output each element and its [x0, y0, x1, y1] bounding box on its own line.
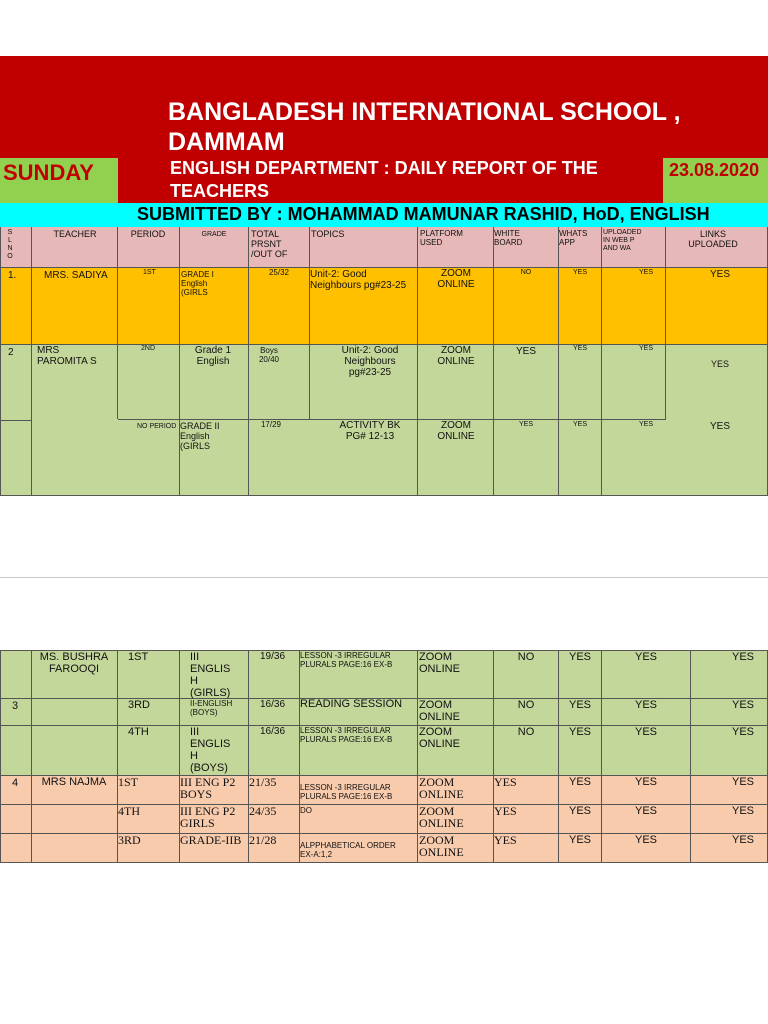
cell-grade: III ENGLIS H (BOYS) — [190, 726, 231, 774]
cell-uploaded: YES — [634, 834, 657, 846]
cell-total: 16/36 — [260, 726, 286, 737]
cell-platform: ZOOM ONLINE — [437, 268, 475, 290]
cell-uploaded: YES — [634, 776, 657, 788]
cell-links: YES — [709, 421, 730, 432]
grid-line — [417, 650, 418, 863]
cell-total: 21/28 — [249, 833, 277, 847]
school-name: BANGLADESH INTERNATIONAL SCHOOL , DAMMAM — [168, 98, 681, 156]
grid-line — [493, 650, 494, 863]
grid-line — [0, 420, 31, 421]
cell-whatsapp: YES — [572, 269, 587, 276]
cell-period: 4TH — [118, 804, 140, 818]
col-uploaded: UPLOADED IN WEB P AND WA — [603, 229, 642, 252]
col-slno: S L N O — [7, 229, 13, 260]
cell-total: 17/29 — [260, 420, 282, 429]
col-platform: PLATFORM USED — [420, 229, 463, 247]
cell-uploaded: YES — [634, 805, 657, 817]
col-whatsapp: WHATS APP — [559, 229, 588, 247]
cell-period: 1ST — [128, 651, 149, 663]
grid-line — [299, 650, 300, 863]
cell-total: 21/35 — [249, 775, 277, 789]
cell-links: YES — [731, 651, 754, 663]
grid-line — [0, 650, 1, 863]
grid-line — [0, 495, 768, 496]
cell-topic: READING SESSION — [300, 698, 403, 710]
cell-period: NO PERIOD — [137, 423, 177, 430]
submitted-by: SUBMITTED BY : MOHAMMAD MAMUNAR RASHID, HoD, ENGLISH — [0, 203, 768, 227]
cell-white-board: NO — [517, 726, 535, 738]
cell-topic: DO — [300, 806, 312, 815]
cell-uploaded: YES — [638, 345, 653, 352]
cell-white-board: YES — [494, 833, 517, 847]
grid-line — [117, 227, 118, 419]
cell-topic: Unit-2: Good Neighbours pg#23-25 — [310, 269, 407, 291]
cell-total: 24/35 — [249, 804, 277, 818]
day-label: SUNDAY — [0, 158, 118, 203]
cell-period: 1ST — [143, 269, 156, 276]
cell-total: 19/36 — [260, 651, 286, 662]
col-period: PERIOD — [130, 229, 166, 239]
cell-topic: ACTIVITY BK PG# 12-13 — [339, 420, 401, 442]
cell-links: YES — [731, 834, 754, 846]
cell-links: YES — [731, 776, 754, 788]
col-grade: GRADE — [201, 231, 227, 238]
cell-platform: ZOOM ONLINE — [419, 699, 460, 723]
cell-slno: 1. — [8, 270, 17, 281]
cell-topic: Unit-2: Good Neighbours pg#23-25 — [341, 345, 399, 378]
cell-platform: ZOOM ONLINE — [419, 775, 464, 801]
col-white-board: WHITE BOARD — [494, 229, 523, 247]
cell-platform: ZOOM ONLINE — [437, 420, 475, 442]
cell-platform: ZOOM ONLINE — [437, 345, 475, 367]
cell-links: YES — [709, 269, 730, 280]
cell-topic: LESSON -3 IRREGULAR PLURALS PAGE:16 EX-B — [300, 651, 393, 669]
cell-platform: ZOOM ONLINE — [419, 804, 464, 830]
cell-grade: II-ENGLISH (BOYS) — [190, 699, 233, 717]
cell-links: YES — [731, 805, 754, 817]
grid-line — [31, 650, 32, 863]
grid-line — [0, 862, 768, 863]
divider — [0, 577, 768, 578]
cell-links: YES — [731, 726, 754, 738]
cell-topic: LESSON -3 IRREGULAR PLURALS PAGE:16 EX-B — [300, 783, 393, 801]
grid-line — [248, 419, 249, 495]
cell-platform: ZOOM ONLINE — [419, 651, 460, 675]
grid-line — [309, 227, 310, 419]
cell-total: 16/36 — [260, 699, 286, 710]
grid-line — [665, 227, 666, 419]
cell-whatsapp: YES — [568, 651, 591, 663]
cell-slno: 4 — [11, 777, 19, 789]
cell-whatsapp: YES — [568, 834, 591, 846]
grid-line — [0, 267, 768, 268]
col-teacher: TEACHER — [53, 229, 97, 239]
grid-line — [601, 650, 602, 863]
cell-period: 4TH — [128, 726, 149, 738]
cell-white-board: NO — [520, 269, 532, 276]
cell-period: 3RD — [128, 699, 151, 711]
cell-grade: Grade 1 English — [194, 345, 232, 367]
cell-period: 2ND — [141, 345, 156, 352]
department-title: ENGLISH DEPARTMENT : DAILY REPORT OF THE TEACHERS — [170, 158, 598, 201]
cell-teacher: MRS PAROMITA S — [37, 345, 97, 367]
cell-uploaded: YES — [634, 699, 657, 711]
cell-period: 1ST — [118, 775, 139, 789]
report-date: 23.08.2020 — [663, 158, 768, 203]
cell-whatsapp: YES — [572, 345, 587, 352]
cell-white-board: NO — [517, 699, 535, 711]
col-links: LINKS UPLOADED — [688, 229, 738, 249]
cell-topic: ALPPHABETICAL ORDER EX-A:1,2 — [300, 841, 396, 859]
cell-total: 25/32 — [268, 268, 290, 277]
cell-whatsapp: YES — [568, 726, 591, 738]
cell-whatsapp: YES — [568, 776, 591, 788]
cell-white-board: YES — [518, 421, 533, 428]
cell-white-board: YES — [515, 346, 536, 357]
grid-line — [117, 650, 118, 863]
cell-links: YES — [710, 359, 729, 369]
cell-uploaded: YES — [638, 269, 653, 276]
cell-grade: GRADE I English (GIRLS — [181, 270, 214, 297]
cell-whatsapp: YES — [572, 421, 587, 428]
cell-white-board: NO — [517, 651, 535, 663]
grid-line — [179, 650, 180, 863]
cell-grade: III ENGLIS H (GIRLS) — [190, 651, 231, 699]
cell-slno: 3 — [11, 700, 19, 712]
cell-grade: GRADE II English (GIRLS — [180, 421, 220, 451]
cell-whatsapp: YES — [568, 805, 591, 817]
cell-platform: ZOOM ONLINE — [419, 833, 464, 859]
col-total: TOTAL PRSNT /OUT OF — [251, 229, 288, 259]
cell-platform: ZOOM ONLINE — [419, 726, 460, 750]
cell-white-board: YES — [494, 775, 517, 789]
cell-uploaded: YES — [634, 726, 657, 738]
grid-line — [248, 227, 249, 419]
cell-period: 3RD — [118, 833, 141, 847]
cell-white-board: YES — [494, 804, 517, 818]
cell-grade: III ENG P2 BOYS — [180, 775, 236, 801]
cell-teacher: MS. BUSHRA FAROOQI — [39, 651, 109, 675]
cell-uploaded: YES — [638, 421, 653, 428]
cell-links: YES — [731, 699, 754, 711]
grid-line — [558, 650, 559, 863]
grid-line — [690, 650, 691, 863]
cell-grade: GRADE-IIB — [180, 833, 242, 847]
cell-uploaded: YES — [634, 651, 657, 663]
cell-teacher: MRS. SADIYA — [44, 270, 108, 281]
cell-total: Boys 20/40 — [258, 346, 280, 364]
cell-topic: LESSON -3 IRREGULAR PLURALS PAGE:16 EX-B — [300, 726, 393, 744]
cell-grade: III ENG P2 GIRLS — [180, 804, 236, 830]
cell-teacher: MRS NAJMA — [41, 776, 107, 788]
col-topics: TOPICS — [311, 229, 345, 239]
cell-slno: 2 — [8, 347, 14, 358]
grid-line — [417, 419, 418, 495]
cell-whatsapp: YES — [568, 699, 591, 711]
grid-line — [417, 227, 418, 419]
